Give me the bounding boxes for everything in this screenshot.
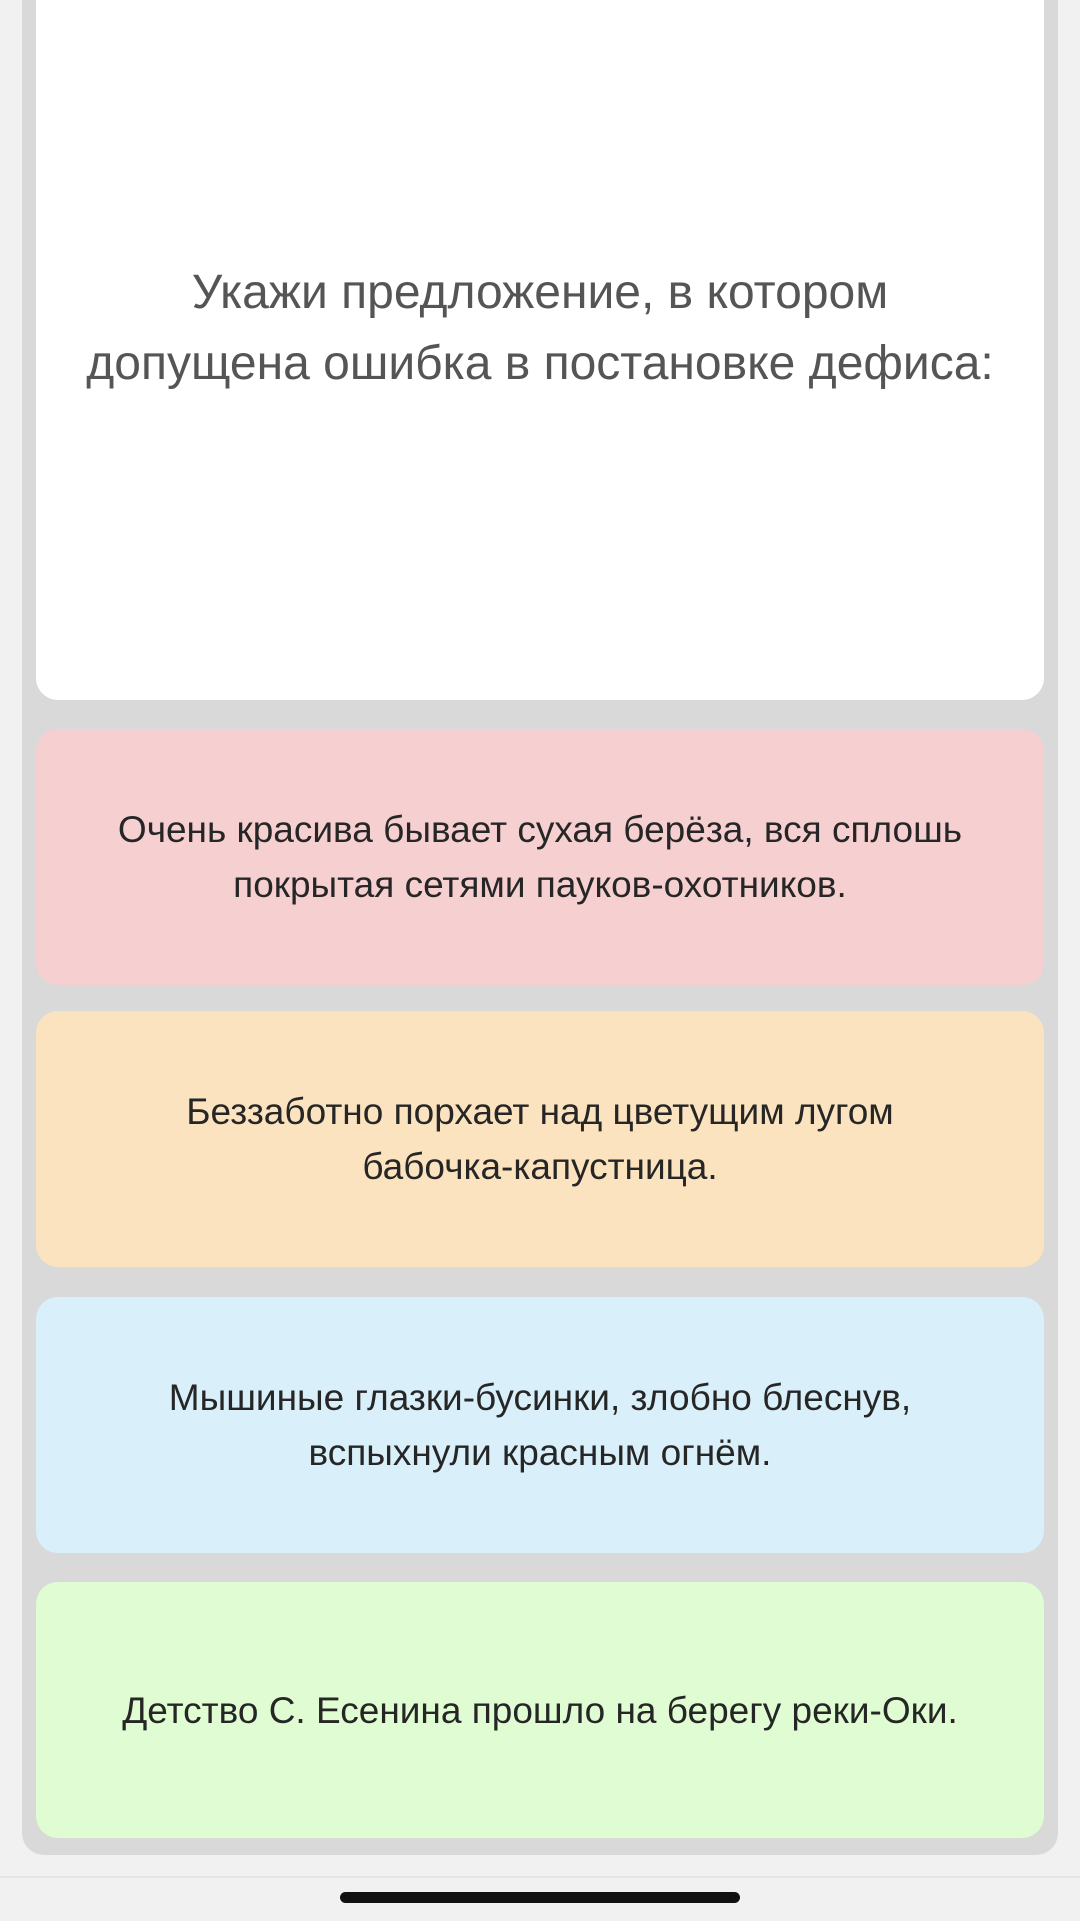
home-indicator[interactable] xyxy=(340,1892,740,1903)
answer-option-1[interactable] xyxy=(36,729,1044,985)
answer-option-3-text: Мышиные глазки-бусинки, злобно блеснув, вспыхнули красным огнём. xyxy=(168,1377,912,1473)
answer-option-2[interactable] xyxy=(36,1011,1044,1267)
answer-option-1-text: Очень красива бывает сухая берёза, вся сплошь покрытая сетями пауков-охотников. xyxy=(117,809,963,905)
bottom-divider xyxy=(0,1876,1080,1878)
question-text: Укажи предложение, в котором допущена ошибка в постановке дефиса: xyxy=(86,265,994,390)
answer-option-3[interactable] xyxy=(36,1297,1044,1553)
answer-option-2-text: Беззаботно порхает над цветущим лугом бабочка-капустница. xyxy=(186,1091,894,1187)
answer-option-4[interactable] xyxy=(36,1582,1044,1838)
question-card xyxy=(36,0,1044,700)
answer-option-4-text: Детство С. Есенина прошло на берегу реки-Оки. xyxy=(122,1689,958,1731)
